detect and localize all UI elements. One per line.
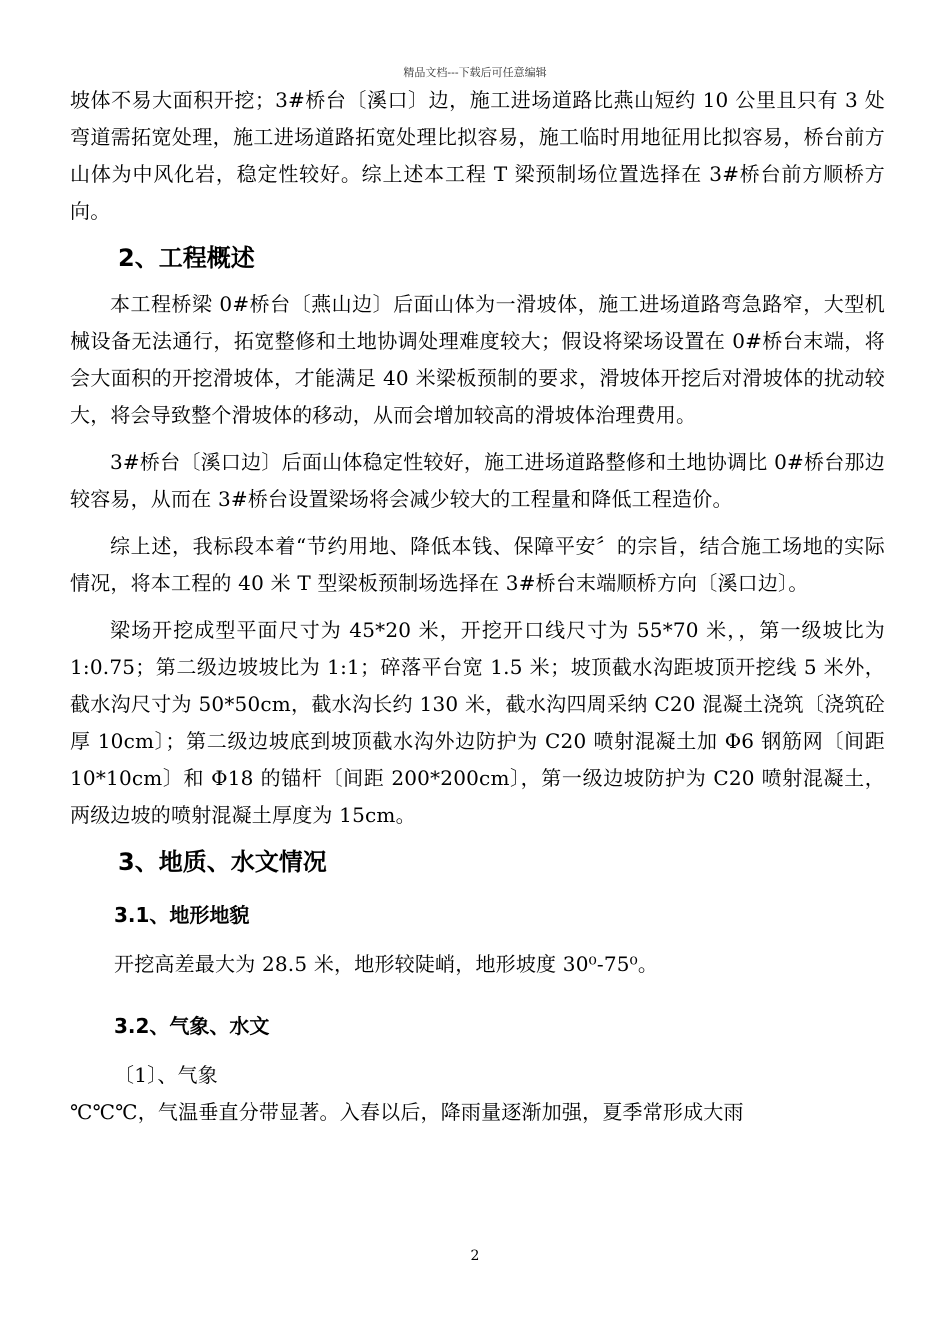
section-3-2-heading: 3.2、气象、水文 [114, 1014, 270, 1038]
section-2-heading: 2、工程概述 [118, 244, 255, 272]
section-3-heading: 3、地质、水文情况 [118, 848, 327, 876]
page-header: 精品文档---下载后可任意编辑 [403, 66, 547, 79]
section-2-paragraph-2: 3#桥台〔溪口边〕后面山体稳定性较好，施工进场道路整修和土地协调比 0#桥台那边较容易，从而在 3#桥台设置梁场将会减少较大的工程量和降低工程造价。 [70, 450, 885, 511]
section-2-paragraph-3: 综上述，我标段本着“节约用地、降低本钱、保障平安〞的宗旨，结合施工场地的实际情况，将本工程的 40 米 T 型梁板预制场选择在 3#桥台末端顺桥方向〔溪口边〕。 [70, 534, 885, 595]
section-3-1-heading: 3.1、地形地貌 [114, 903, 250, 927]
section-3-1-text: 开挖高差最大为 28.5 米，地形较陡峭，地形坡度 30⁰-75⁰。 [114, 952, 659, 976]
page-number: 2 [470, 1248, 480, 1264]
section-2-paragraph-1: 本工程桥梁 0#桥台〔燕山边〕后面山体为一滑坡体，施工进场道路弯急路窄，大型机械设备无法通行，拓宽整修和土地协调处理难度较大；假设将梁场设置在 0#桥台末端，将会大面积的开挖滑坡体，才能满足 40 米梁板预制的要求，滑坡体开挖后对滑坡体的扰动较大，将会导致整个滑坡体的移动，从而会增加较高的滑坡体治理费用。 [70, 292, 885, 427]
section-3-2-item-label: 〔1〕、气象 [114, 1063, 218, 1087]
document-body [70, 82, 885, 1131]
section-3-2-text: ℃℃℃，气温垂直分带显著。入春以后，降雨量逐渐加强，夏季常形成大雨 [70, 1100, 744, 1124]
intro-paragraph: 坡体不易大面积开挖；3#桥台〔溪口〕边，施工进场道路比燕山短约 10 公里且只有 3 处弯道需拓宽处理，施工进场道路拓宽处理比拟容易，施工临时用地征用比拟容易，桥台前方山体为中风化岩，稳定性较好。综上述本工程 T 梁预制场位置选择在 3#桥台前方顺桥方向。 [70, 88, 885, 223]
section-2-paragraph-4: 梁场开挖成型平面尺寸为 45*20 米，开挖开口线尺寸为 55*70 米，，第一级坡比为 1:0.75；第二级边坡坡比为 1:1；碎落平台宽 1.5 米；坡顶截水沟距坡顶开挖线 5 米外，截水沟尺寸为 50*50cm，截水沟长约 130 米，截水沟四周采纳 C20 混凝土浇筑〔浇筑砼厚 10cm〕；第二级边坡底到坡顶截水沟外边防护为 C20 喷射混凝土加 Φ6 钢筋网〔间距 10*10cm〕和 Φ18 的锚杆〔间距 200*200cm〕，第一级边坡防护为 C20 喷射混凝土，两级边坡的喷射混凝土厚度为 15cm。 [70, 618, 885, 827]
